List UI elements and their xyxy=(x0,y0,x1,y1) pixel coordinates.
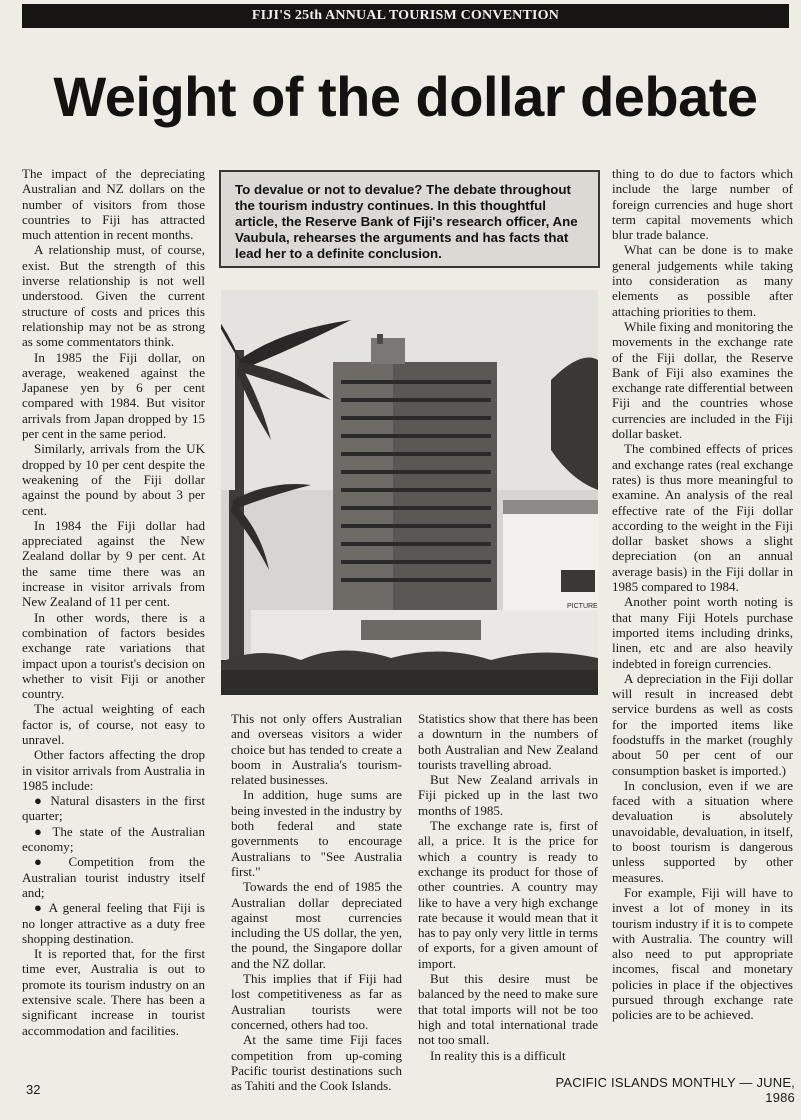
paragraph: The exchange rate is, first of all, a price. It is the price for which a country is ready to exchange its product for those of other countries. A country may like to have a very high exchange rate because it would mean that it has to pay only very little in terms of exports, for a given amount of import. xyxy=(418,818,598,971)
bullet-item: ● Competition from the Australian tourist industry itself and; xyxy=(22,854,205,900)
paragraph: What can be done is to make general judgements while taking into consideration as many elements as possible after attaching priorities to them. xyxy=(612,242,793,319)
hotel-photograph xyxy=(221,290,598,695)
paragraph: A relationship must, of course, exist. But the strength of this inverse relationship is not well understood. Given the current structure of costs and prices this relationship may not be as strong as some commentators think. xyxy=(22,242,205,350)
paragraph: While fixing and monitoring the movements in the exchange rate of the Fiji dollar, the Reserve Bank of Fiji also examines the exchange rate differential between Fiji and the countries whose currencies are included in the Fiji dollar basket. xyxy=(612,318,793,442)
paragraph: In 1984 the Fiji dollar had appreciated against the New Zealand dollar by 9 per cent. At the same time there was an increase in visitor arrivals from New Zealand of 11 per cent. xyxy=(22,517,205,610)
paragraph: Other factors affecting the drop in visitor arrivals from Australia in 1985 include: xyxy=(22,747,205,793)
paragraph: thing to do due to factors which include the large number of foreign currencies and huge short term capital movements which blur trade balance. xyxy=(612,166,793,243)
section-banner: FIJI'S 25th ANNUAL TOURISM CONVENTION xyxy=(22,4,789,28)
paragraph: The actual weighting of each factor is, of course, not easy to unravel. xyxy=(22,701,205,747)
paragraph: But this desire must be balanced by the need to make sure that total imports will not be too high and total international trade not too small. xyxy=(418,971,598,1048)
article-column-3 xyxy=(418,711,598,1063)
paragraph: This implies that if Fiji had lost competitiveness as far as Australian tourists were concerned, others had too. xyxy=(231,971,402,1032)
article-column-2 xyxy=(231,711,402,1093)
paragraph: Similarly, arrivals from the UK dropped by 10 per cent despite the weakening of the Fiji dollar against the pound by about 3 per cent. xyxy=(22,441,205,518)
paragraph: The combined effects of prices and exchange rates (real exchange rates) is thus more meaningful to examine. An analysis of the real effective rate of the Fiji dollar according to the weight in the Fiji dollar basket shows a slight depreciation (on an annual average basis) in the Fiji dollar in 1985 compared to 1984. xyxy=(612,441,793,595)
publication-footer: PACIFIC ISLANDS MONTHLY — JUNE, 1986 xyxy=(555,1075,795,1105)
standfirst-box: To devalue or not to devalue? The debate throughout the tourism industry continues. In this thoughtful article, the Reserve Bank of Fiji's research officer, Ane Vaubula, rehearses the arguments and has facts that lead her to a definite conclusion. xyxy=(219,170,600,268)
paragraph: This not only offers Australian and overseas visitors a wider choice but has tended to create a boom in Australia's tourism-related businesses. xyxy=(231,711,402,788)
paragraph: But New Zealand arrivals in Fiji picked up in the last two months of 1985. xyxy=(418,772,598,818)
photo-sign: PICTURE xyxy=(567,603,598,610)
bullet-item: ● The state of the Australian economy; xyxy=(22,823,205,855)
paragraph: A depreciation in the Fiji dollar will result in increased debt service burdens as well as costs for the imported items like foodstuffs in the market (roughly about 50 per cent of our consumption basket is imported.) xyxy=(612,670,793,778)
article-column-1 xyxy=(22,166,205,1038)
article-headline: Weight of the dollar debate xyxy=(53,65,758,128)
paragraph: In conclusion, even if we are faced with a situation where devaluation is absolutely unavoidable, devaluation, in itself, to boost tourism is dangerous unless supported by other measures. xyxy=(612,777,793,885)
paragraph: Statistics show that there has been a downturn in the numbers of both Australian and New Zealand tourists travelling abroad. xyxy=(418,711,598,772)
article-column-4 xyxy=(612,166,793,1023)
paragraph: For example, Fiji will have to invest a lot of money in its tourism industry if it is to compete with Australia. The country will also need to put appropriate incomes, fiscal and monetary policies in place if the objectives pursued through exchange rate policies are to be achieved. xyxy=(612,884,793,1023)
bullet-item: ● A general feeling that Fiji is no longer attractive as a duty free shopping destination. xyxy=(22,900,205,946)
paragraph: It is reported that, for the first time ever, Australia is out to promote its tourism industry on an extensive scale. There has been a significant increase in tourist accommodation and facilities. xyxy=(22,946,205,1038)
paragraph: Towards the end of 1985 the Australian dollar depreciated against most currencies including the US dollar, the yen, the pound, the Singapore dollar and the NZ dollar. xyxy=(231,879,402,971)
paragraph: In addition, huge sums are being invested in the industry by both federal and state governments to encourage Australians to "See Australia first." xyxy=(231,787,402,879)
page-number: 32 xyxy=(26,1082,41,1097)
paragraph: In other words, there is a combination of factors besides exchange rate variations that impact upon a tourist's decision on whether to visit Fiji or another country. xyxy=(22,609,205,702)
paragraph: Another point worth noting is that many Fiji Hotels purchase imported items including drinks, linen, etc and are also heavily indebted in foreign currencies. xyxy=(612,594,793,671)
paragraph: At the same time Fiji faces competition from up-coming Pacific tourist destinations such as Tahiti and the Cook Islands. xyxy=(231,1032,402,1094)
paragraph: In 1985 the Fiji dollar, on average, weakened against the Japanese yen by 6 per cent compared with 1984. But visitor arrivals from Japan dropped by 15 per cent in the same period. xyxy=(22,349,205,442)
paragraph: In reality this is a difficult xyxy=(430,1047,566,1063)
bullet-item: ● Natural disasters in the first quarter; xyxy=(22,793,205,824)
paragraph: The impact of the depreciating Australian and NZ dollars on the number of visitors from those countries to Fiji has attracted much attention in recent months. xyxy=(22,166,205,243)
